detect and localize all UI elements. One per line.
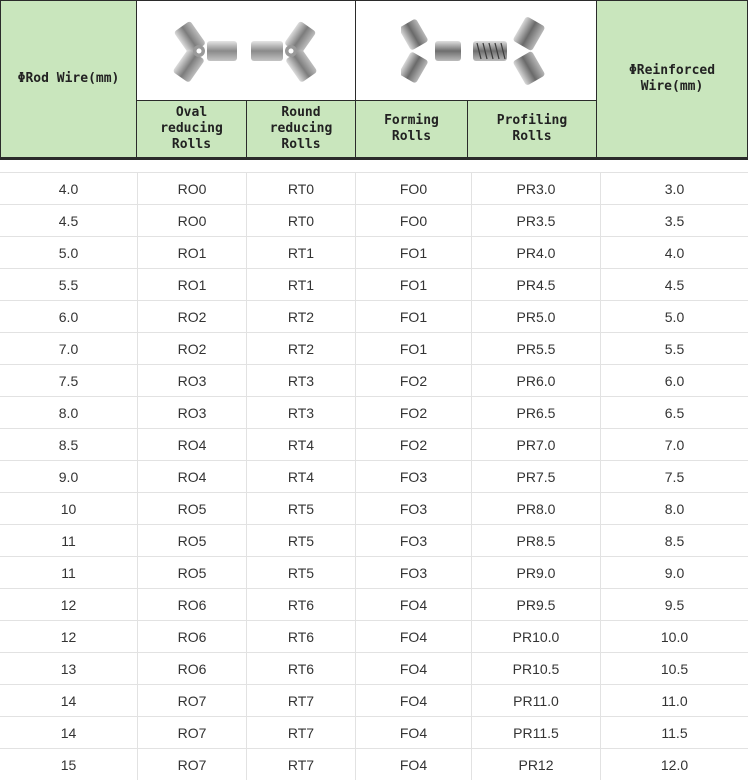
table-row xyxy=(0,748,748,780)
cell-forming-roll: FO0 xyxy=(355,205,471,236)
cell-rod-wire: 10 xyxy=(60,500,77,517)
cell-rod-wire: 11 xyxy=(61,564,76,581)
cell-rod-wire: 11 xyxy=(61,532,76,549)
cell-reinforced-wire: 5.5 xyxy=(600,333,748,364)
table-row xyxy=(0,492,748,524)
cell-round-roll: RT7 xyxy=(246,717,355,748)
cell-round-roll: RT6 xyxy=(246,653,355,684)
cell-rod-wire: 8.0 xyxy=(58,404,79,421)
cell-rod-wire: 5.5 xyxy=(58,276,79,293)
header-reinforced-wire-label: ΦReinforced Wire(mm) xyxy=(628,63,716,94)
header-rod-wire-label: ΦRod Wire(mm) xyxy=(17,71,120,86)
cell-reinforced-wire: 10.5 xyxy=(600,653,748,684)
cell-reinforced-wire: 7.5 xyxy=(600,461,748,492)
cell-oval-roll: RO4 xyxy=(137,461,246,492)
cell-forming-roll: FO2 xyxy=(355,365,471,396)
cell-round-roll: RT5 xyxy=(246,525,355,556)
cell-reinforced-wire: 6.0 xyxy=(600,365,748,396)
table-row xyxy=(0,460,748,492)
cell-rod-wire: 8.5 xyxy=(58,436,79,453)
cell-profiling-roll: PR8.0 xyxy=(471,493,600,524)
cell-reinforced-wire: 3.0 xyxy=(600,173,748,204)
cell-oval-roll: RO3 xyxy=(137,365,246,396)
cell-reinforced-wire: 8.0 xyxy=(600,493,748,524)
cell-oval-roll: RO6 xyxy=(137,589,246,620)
cell-profiling-roll: PR6.0 xyxy=(471,365,600,396)
cell-profiling-roll: PR7.0 xyxy=(471,429,600,460)
cell-oval-roll: RO7 xyxy=(137,717,246,748)
cell-round-roll: RT2 xyxy=(246,333,355,364)
table-row xyxy=(0,524,748,556)
cell-forming-roll: FO1 xyxy=(355,333,471,364)
cell-rod-wire: 7.0 xyxy=(58,340,79,357)
cell-reinforced-wire: 9.5 xyxy=(600,589,748,620)
header-reinforced-wire xyxy=(596,0,748,158)
cell-oval-roll: RO7 xyxy=(137,749,246,780)
cell-profiling-roll: PR4.0 xyxy=(471,237,600,268)
cell-forming-roll: FO1 xyxy=(355,269,471,300)
header-rod-wire xyxy=(0,0,137,158)
cell-round-roll: RT4 xyxy=(246,429,355,460)
cell-profiling-roll: PR10.0 xyxy=(471,621,600,652)
cell-oval-roll: RO6 xyxy=(137,621,246,652)
cell-profiling-roll: PR6.5 xyxy=(471,397,600,428)
cell-forming-roll: FO4 xyxy=(355,621,471,652)
table-row xyxy=(0,204,748,236)
cell-round-roll: RT0 xyxy=(246,205,355,236)
cell-round-roll: RT4 xyxy=(246,461,355,492)
cell-round-roll: RT1 xyxy=(246,237,355,268)
cell-oval-roll: RO5 xyxy=(137,493,246,524)
cell-profiling-roll: PR12 xyxy=(471,749,600,780)
cell-reinforced-wire: 9.0 xyxy=(600,557,748,588)
cell-profiling-roll: PR9.5 xyxy=(471,589,600,620)
cell-profiling-roll: PR3.0 xyxy=(471,173,600,204)
cell-rod-wire: 4.0 xyxy=(58,180,79,197)
table-row xyxy=(0,428,748,460)
cell-forming-roll: FO4 xyxy=(355,653,471,684)
cell-reinforced-wire: 4.0 xyxy=(600,237,748,268)
cell-forming-roll: FO2 xyxy=(355,397,471,428)
cell-profiling-roll: PR11.5 xyxy=(471,717,600,748)
cell-round-roll: RT3 xyxy=(246,365,355,396)
cell-forming-roll: FO1 xyxy=(355,301,471,332)
cell-round-roll: RT6 xyxy=(246,621,355,652)
cell-round-roll: RT1 xyxy=(246,269,355,300)
cell-forming-roll: FO3 xyxy=(355,525,471,556)
cell-rod-wire: 13 xyxy=(60,660,77,677)
cell-rod-wire: 15 xyxy=(60,756,77,773)
smooth-rolls-icon xyxy=(171,11,321,91)
table-row xyxy=(0,652,748,684)
cell-profiling-roll: PR9.0 xyxy=(471,557,600,588)
cell-reinforced-wire: 10.0 xyxy=(600,621,748,652)
cell-profiling-roll: PR4.5 xyxy=(471,269,600,300)
cell-round-roll: RT5 xyxy=(246,493,355,524)
header-divider xyxy=(0,157,748,160)
cell-forming-roll: FO3 xyxy=(355,557,471,588)
cell-rod-wire: 12 xyxy=(60,596,77,613)
cell-rod-wire: 12 xyxy=(60,628,77,645)
cell-round-roll: RT3 xyxy=(246,397,355,428)
table-row xyxy=(0,268,748,300)
cell-rod-wire: 6.0 xyxy=(58,308,79,325)
cell-rod-wire: 7.5 xyxy=(58,372,79,389)
cell-rod-wire: 14 xyxy=(60,692,77,709)
cell-oval-roll: RO3 xyxy=(137,397,246,428)
cell-reinforced-wire: 5.0 xyxy=(600,301,748,332)
table-row xyxy=(0,588,748,620)
header-oval: Oval reducing Rolls xyxy=(136,100,247,158)
cell-round-roll: RT0 xyxy=(246,173,355,204)
cell-reinforced-wire: 11.5 xyxy=(600,717,748,748)
table-row xyxy=(0,396,748,428)
cell-profiling-roll: PR8.5 xyxy=(471,525,600,556)
cell-oval-roll: RO5 xyxy=(137,557,246,588)
cell-rod-wire: 5.0 xyxy=(58,244,79,261)
cell-reinforced-wire: 8.5 xyxy=(600,525,748,556)
cell-round-roll: RT2 xyxy=(246,301,355,332)
table-row xyxy=(0,620,748,652)
cell-profiling-roll: PR7.5 xyxy=(471,461,600,492)
cell-forming-roll: FO4 xyxy=(355,589,471,620)
cell-reinforced-wire: 4.5 xyxy=(600,269,748,300)
cell-reinforced-wire: 3.5 xyxy=(600,205,748,236)
cell-round-roll: RT5 xyxy=(246,557,355,588)
cell-forming-roll: FO4 xyxy=(355,685,471,716)
table-row xyxy=(0,684,748,716)
cell-rod-wire: 9.0 xyxy=(58,468,79,485)
cell-oval-roll: RO6 xyxy=(137,653,246,684)
cell-rod-wire: 14 xyxy=(60,724,77,741)
cell-round-roll: RT6 xyxy=(246,589,355,620)
header-profiling: Profiling Rolls xyxy=(467,100,597,158)
cell-oval-roll: RO1 xyxy=(137,237,246,268)
cell-profiling-roll: PR10.5 xyxy=(471,653,600,684)
cell-reinforced-wire: 11.0 xyxy=(600,685,748,716)
cell-reinforced-wire: 6.5 xyxy=(600,397,748,428)
cell-oval-roll: RO5 xyxy=(137,525,246,556)
table-row xyxy=(0,300,748,332)
table-row xyxy=(0,556,748,588)
cell-forming-roll: FO3 xyxy=(355,493,471,524)
cell-oval-roll: RO2 xyxy=(137,333,246,364)
cell-oval-roll: RO4 xyxy=(137,429,246,460)
header-round: Round reducing Rolls xyxy=(246,100,356,158)
table-row xyxy=(0,172,748,204)
ribbed-rolls-icon xyxy=(401,11,551,91)
cell-forming-roll: FO4 xyxy=(355,749,471,780)
rolls-image-ribbed xyxy=(355,0,597,101)
cell-forming-roll: FO2 xyxy=(355,429,471,460)
table-header xyxy=(0,0,748,160)
cell-oval-roll: RO0 xyxy=(137,173,246,204)
cell-oval-roll: RO2 xyxy=(137,301,246,332)
cell-rod-wire: 4.5 xyxy=(58,212,79,229)
cell-reinforced-wire: 12.0 xyxy=(600,749,748,780)
table-row xyxy=(0,716,748,748)
cell-forming-roll: FO3 xyxy=(355,461,471,492)
table-row xyxy=(0,236,748,268)
cell-reinforced-wire: 7.0 xyxy=(600,429,748,460)
cell-profiling-roll: PR11.0 xyxy=(471,685,600,716)
cell-oval-roll: RO1 xyxy=(137,269,246,300)
cell-profiling-roll: PR5.0 xyxy=(471,301,600,332)
table-row xyxy=(0,364,748,396)
cell-forming-roll: FO0 xyxy=(355,173,471,204)
cell-forming-roll: FO1 xyxy=(355,237,471,268)
cell-oval-roll: RO0 xyxy=(137,205,246,236)
cell-round-roll: RT7 xyxy=(246,685,355,716)
header-forming: Forming Rolls xyxy=(355,100,468,158)
table-row xyxy=(0,332,748,364)
rolls-image-smooth xyxy=(136,0,356,101)
cell-forming-roll: FO4 xyxy=(355,717,471,748)
cell-round-roll: RT7 xyxy=(246,749,355,780)
cell-profiling-roll: PR5.5 xyxy=(471,333,600,364)
cell-oval-roll: RO7 xyxy=(137,685,246,716)
cell-profiling-roll: PR3.5 xyxy=(471,205,600,236)
